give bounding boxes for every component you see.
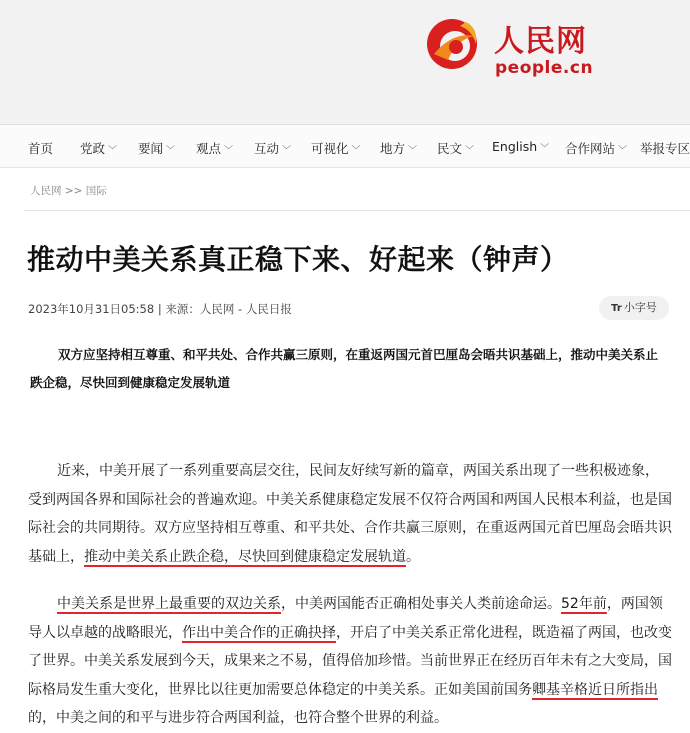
- highlight-underline: 推动中美关系止跌企稳，尽快回到健康稳定发展轨道: [84, 548, 406, 565]
- logo-domain: people.cn: [495, 58, 594, 78]
- nav-item-partners[interactable]: 合作网站 ﹀: [565, 141, 628, 156]
- highlight-underline: 中美关系是世界上最重要的双边关系: [57, 596, 281, 612]
- text-size-icon: Tr: [611, 303, 622, 314]
- font-size-toggle[interactable]: [599, 296, 669, 320]
- font-size-label: 小字号: [623, 301, 657, 314]
- chevron-down-icon: ﹀: [618, 146, 628, 156]
- divider: [24, 210, 690, 211]
- logo-name: 人民网: [494, 24, 587, 59]
- nav-item-interaction[interactable]: 互动 ﹀: [254, 141, 292, 156]
- chevron-down-icon: ﹀: [351, 146, 361, 156]
- nav-item-home[interactable]: 首页: [28, 141, 54, 156]
- chevron-down-icon: ﹀: [166, 146, 176, 156]
- article-title: 推动中美关系真正稳下来、好起来（钟声）: [27, 243, 569, 276]
- nav-item-party[interactable]: 党政 ﹀: [80, 141, 118, 156]
- nav-item-news[interactable]: 要闻 ﹀: [138, 141, 176, 156]
- nav-item-ethnic[interactable]: 民文 ﹀: [437, 141, 475, 156]
- highlight-underline: 卿基辛格近日所指出: [532, 681, 658, 698]
- nav-item-visual[interactable]: 可视化 ﹀: [311, 141, 361, 156]
- highlight-underline: 52年前: [561, 596, 607, 612]
- main-nav: [0, 124, 690, 168]
- chevron-down-icon: ﹀: [465, 146, 475, 156]
- nav-item-local[interactable]: 地方 ﹀: [380, 141, 418, 156]
- breadcrumb[interactable]: 人民网 >> 国际: [30, 185, 107, 197]
- article-paragraph-1: 近来，中美开展了一系列重要高层交往，民间友好续写新的篇章，两国关系出现了一些积极迹象，受到两国各界和国际社会的普遍欢迎。中美关系健康稳定发展不仅符合两国和两国人民根本利益，也是国际社会的共同期待。双方应坚持相互尊重、和平共处、合作共赢三原则，在重返两国元首巴厘岛会晤共识基础上，推动中美关系止跌企稳，尽快回到健康稳定发展轨道。: [28, 463, 672, 565]
- chevron-down-icon: ﹀: [282, 146, 292, 156]
- chevron-down-icon: ﹀: [224, 146, 234, 156]
- chevron-down-icon: ﹀: [408, 146, 418, 156]
- nav-item-english[interactable]: English ﹀: [492, 139, 550, 154]
- nav-item-opinion[interactable]: 观点 ﹀: [196, 141, 234, 156]
- highlight-underline: 作出中美合作的正确抉择: [182, 624, 336, 641]
- chevron-down-icon: ﹀: [540, 144, 550, 154]
- chevron-down-icon: ﹀: [108, 146, 118, 156]
- nav-item-report[interactable]: 举报专区: [640, 141, 690, 156]
- article-paragraph-2: 中美关系是世界上最重要的双边关系，中美两国能否正确相处事关人类前途命运。52年前，两国领导人以卓越的战略眼光，作出中美合作的正确抉择，开启了中美关系正常化进程，既造福了两国，也改变了世界。中美关系发展到今天，成果来之不易，值得倍加珍惜。当前世界正在经历百年未有之大变局，国际格局发生重大变化，世界比以往更加需要总体稳定的中美关系。正如美国前国务卿基辛格近日所指出的，中美之间的和平与进步符合两国利益，也符合整个世界的利益。: [28, 596, 672, 726]
- article-summary: 双方应坚持相互尊重、和平共处、合作共赢三原则，在重返两国元首巴厘岛会晤共识基础上，推动中美关系止跌企稳，尽快回到健康稳定发展轨道: [30, 347, 659, 390]
- article-meta: 2023年10月31日05:58 | 来源：人民网 - 人民日报: [28, 302, 292, 316]
